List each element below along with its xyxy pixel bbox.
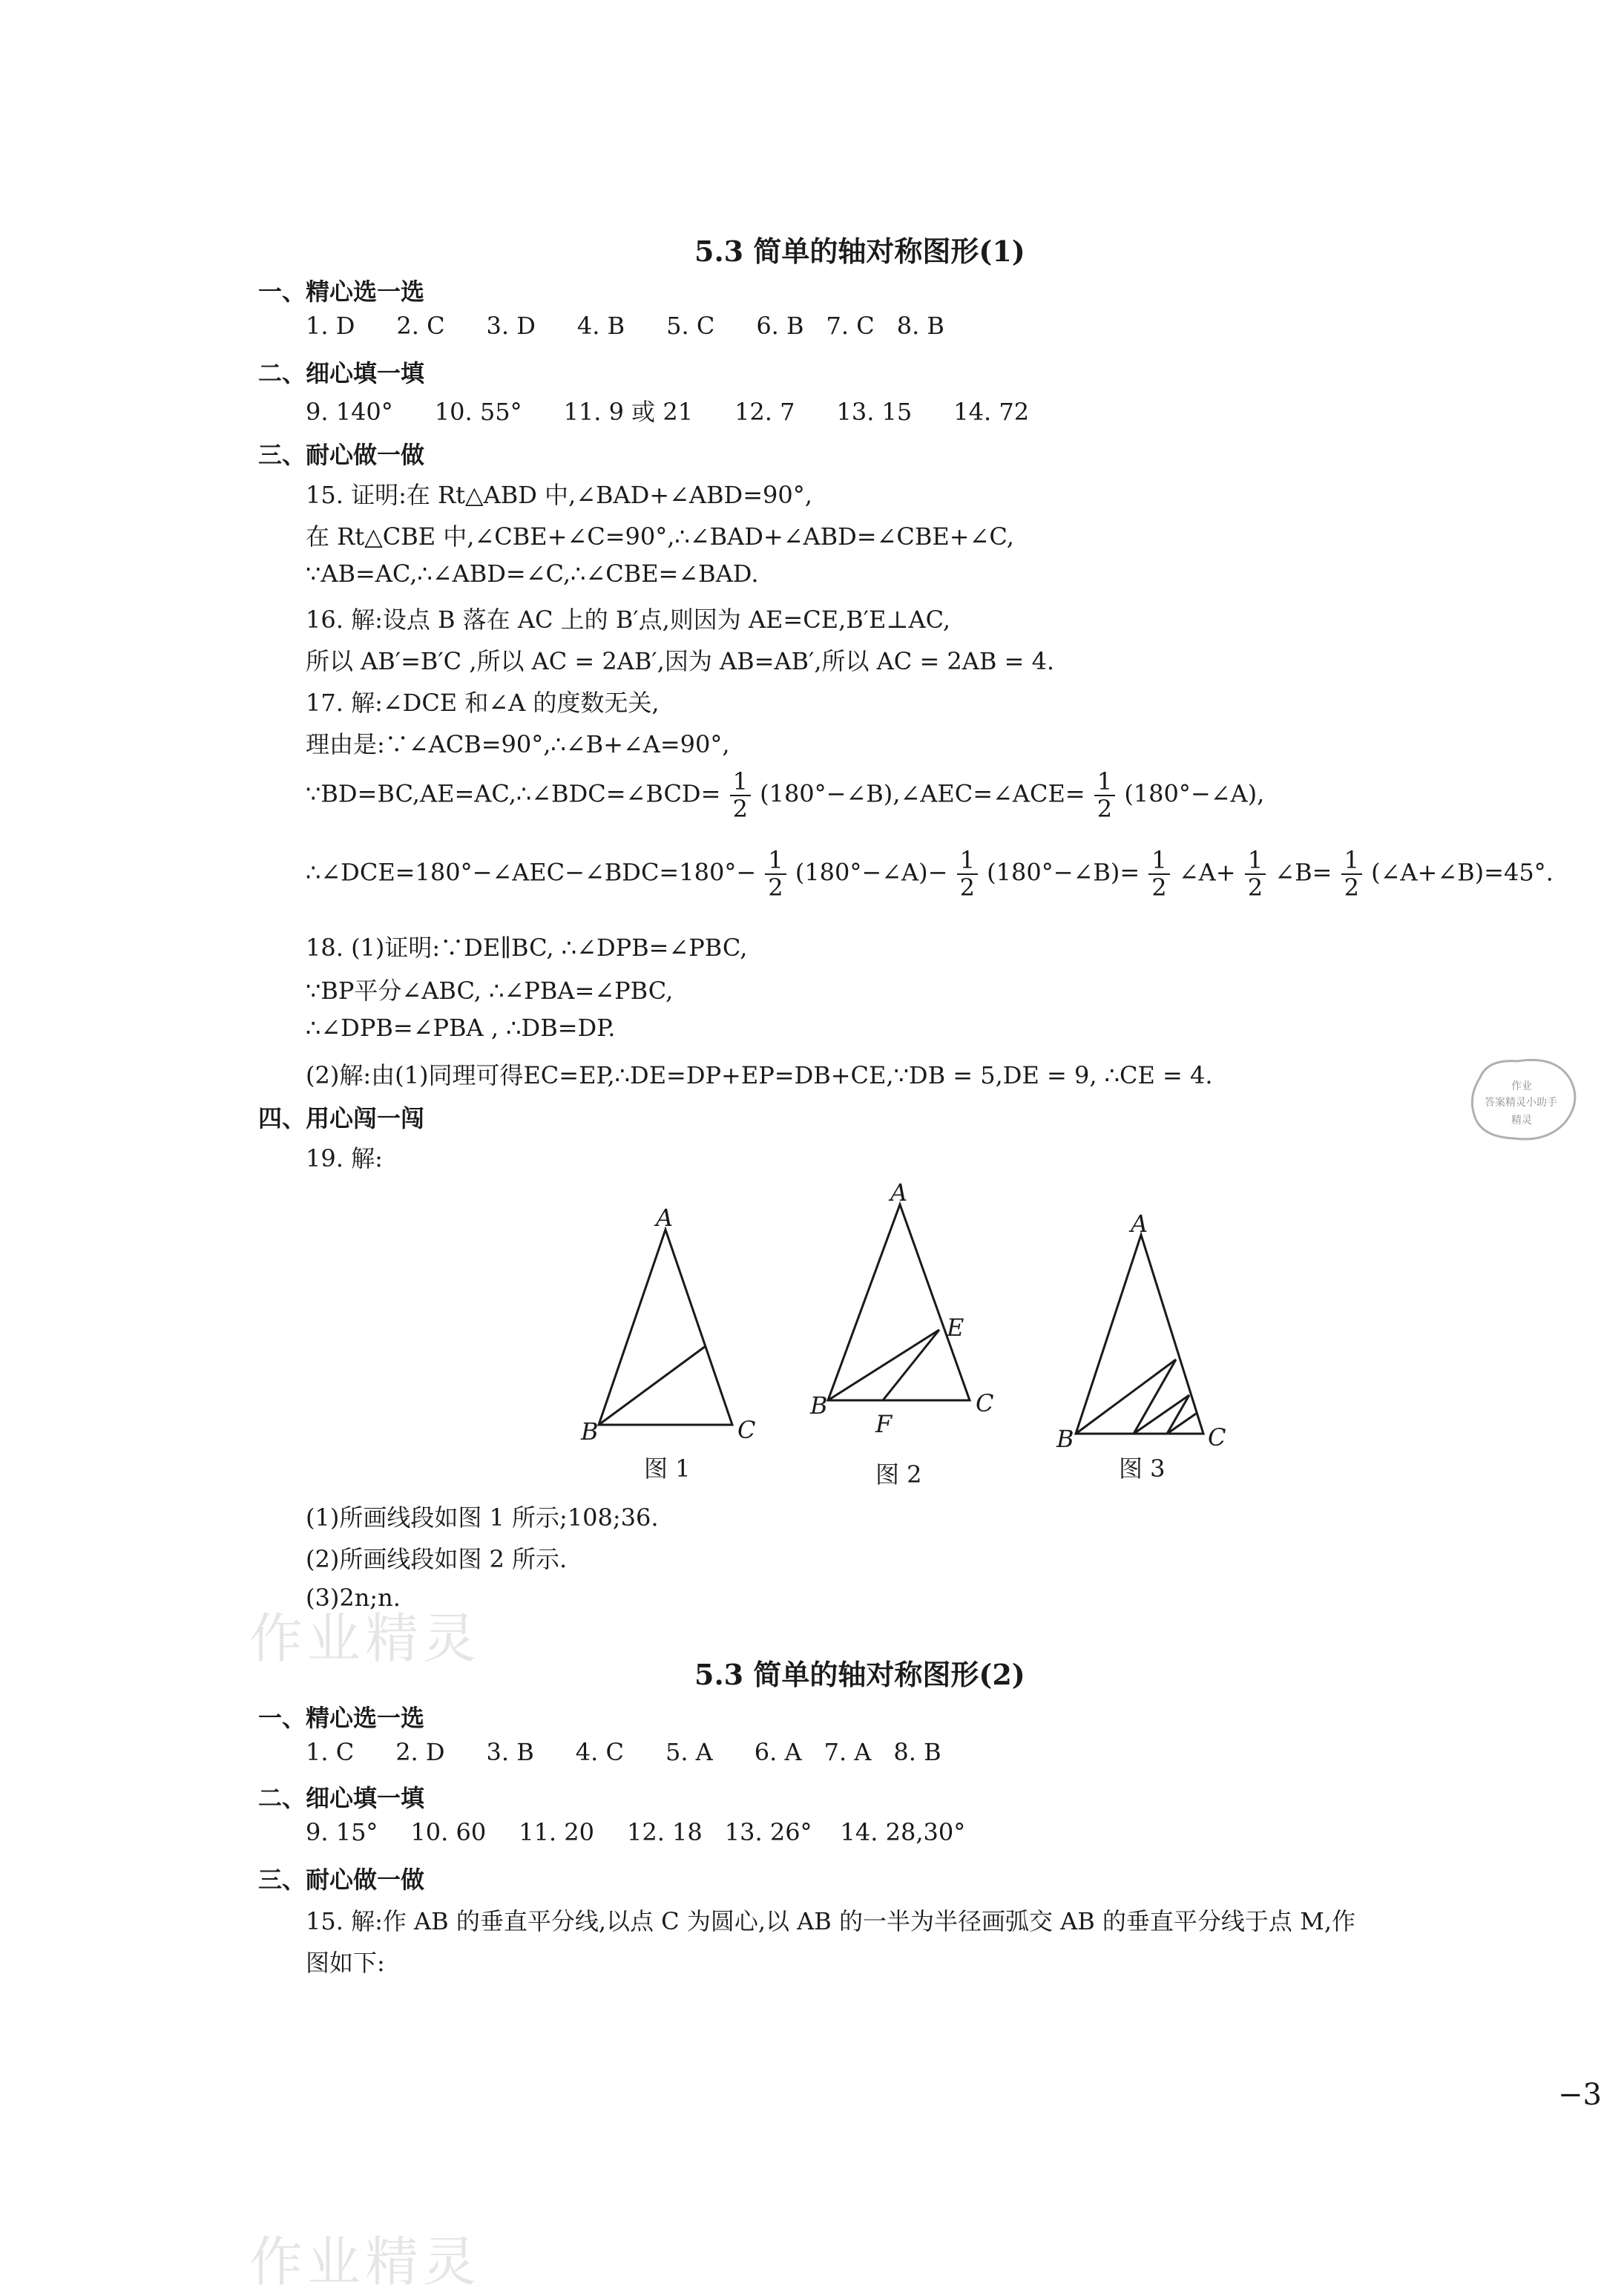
q15-line-3: ∵AB=AC,∴∠ABD=∠C,∴∠CBE=∠BAD.: [306, 560, 759, 588]
answer-item: 9. 15°: [306, 1818, 378, 1846]
s2-q15-line-2: 图如下:: [306, 1949, 385, 1977]
figure2-segment-fe: [883, 1330, 939, 1400]
q18-line-2: ∵BP平分∠ABC, ∴∠PBA=∠PBC,: [306, 977, 674, 1005]
stamp-text-top: 作业: [1511, 1080, 1532, 1092]
answer-item: 5. C: [666, 312, 715, 340]
figure3-label-b: B: [1056, 1425, 1074, 1453]
answer-item: 2. D: [395, 1738, 445, 1766]
answer-item: 4. B: [576, 312, 625, 340]
figure1-triangle: [599, 1230, 732, 1425]
page-number: −3: [1558, 2078, 1602, 2112]
answer-item: 12. 7: [734, 398, 795, 426]
watermark: 作业精灵: [249, 1607, 481, 1670]
figure3-segment-3: [1134, 1395, 1189, 1434]
section2-title: 5.3 简单的轴对称图形(2): [694, 1658, 1025, 1691]
figure2-label-f: F: [875, 1410, 893, 1438]
q16-line-2: 所以 AB′=B′C ,所以 AC = 2AB′,因为 AB=AB′,所以 AC = 2AB = 4.: [306, 647, 1055, 675]
figure2-label-c: C: [976, 1389, 994, 1417]
q19-answer-3: (3)2n;n.: [306, 1584, 401, 1612]
q19-answer-1: (1)所画线段如图 1 所示;108;36.: [306, 1503, 659, 1532]
figure1-label-b: B: [581, 1417, 599, 1446]
fraction-half: $\frac{1}{2}$: [1094, 769, 1115, 822]
answer-item: 7. C: [826, 312, 875, 340]
stamp-text-middle: 答案精灵小助手: [1485, 1097, 1557, 1109]
figure3-label-c: C: [1208, 1423, 1226, 1452]
figure2-caption: 图 2: [875, 1460, 922, 1489]
answer-item: 6. B: [756, 312, 804, 340]
q18-line-4: (2)解:由(1)同理可得EC=EP,∴DE=DP+EP=DB+CE,∵DB = 5,DE = 9, ∴CE = 4.: [306, 1061, 1213, 1089]
fraction-half: $\frac{1}{2}$: [765, 847, 786, 901]
figure2-segment-be: [828, 1330, 939, 1400]
section2-choice-answers: [306, 1738, 983, 1766]
section1-title: 5.3 简单的轴对称图形(1): [694, 234, 1025, 268]
q17-text: (180°−∠A)−: [795, 858, 948, 887]
answer-item: 8. B: [896, 312, 944, 340]
figure3-segment-2: [1134, 1359, 1176, 1434]
section2-heading-choice: 一、精心选一选: [258, 1704, 425, 1732]
figure1-segment: [599, 1346, 706, 1425]
figure3-caption: 图 3: [1119, 1454, 1166, 1483]
q18-line-3: ∴∠DPB=∠PBA , ∴DB=DP.: [306, 1014, 616, 1042]
figure1-label-c: C: [737, 1416, 756, 1444]
q17-text: (180°−∠A),: [1124, 779, 1265, 808]
answer-item: 10. 55°: [434, 398, 522, 426]
figure3-segment-1: [1076, 1359, 1176, 1434]
answer-item: 10. 60: [410, 1818, 487, 1846]
figure2-label-a: A: [890, 1178, 908, 1207]
q17-text: ∴∠DCE=180°−∠AEC−∠BDC=180°−: [306, 858, 757, 887]
answer-item: 13. 26°: [724, 1818, 812, 1846]
stamp-text-bottom: 精灵: [1511, 1115, 1532, 1126]
q17-text: ∵BD=BC,AE=AC,∴∠BDC=∠BCD=: [306, 779, 721, 808]
fraction-half: $\frac{1}{2}$: [1148, 847, 1169, 901]
answer-item: 11. 9 或 21: [563, 398, 694, 426]
q17-text: (180°−∠B)=: [987, 858, 1140, 887]
fraction-half: $\frac{1}{2}$: [1341, 847, 1362, 901]
answer-item: 1. D: [306, 312, 355, 340]
answer-item: 5. A: [665, 1738, 713, 1766]
answer-item: 9. 140°: [306, 398, 393, 426]
q17-line-1: 17. 解:∠DCE 和∠A 的度数无关,: [306, 689, 660, 717]
q19-answer-2: (2)所画线段如图 2 所示.: [306, 1545, 568, 1573]
section2-heading-solve: 三、耐心做一做: [258, 1866, 425, 1894]
q18-line-1: 18. (1)证明:∵DE∥BC, ∴∠DPB=∠PBC,: [306, 934, 748, 962]
stamp-icon: [1465, 1055, 1584, 1144]
watermark: 作业精灵: [249, 2231, 481, 2293]
q17-text: (∠A+∠B)=45°.: [1371, 858, 1554, 887]
q17-text: (180°−∠B),∠AEC=∠ACE=: [760, 779, 1085, 808]
answer-item: 2. C: [396, 312, 445, 340]
q15-line-2: 在 Rt△CBE 中,∠CBE+∠C=90°,∴∠BAD+∠ABD=∠CBE+∠C,: [306, 522, 1014, 551]
figure2-label-b: B: [810, 1391, 828, 1420]
figure2-label-e: E: [947, 1313, 964, 1342]
section2-fill-answers: [306, 1818, 1007, 1846]
answer-item: 14. 28,30°: [840, 1818, 966, 1846]
figure2-triangle: [828, 1204, 970, 1400]
section2-heading-fill: 二、细心填一填: [258, 1784, 425, 1812]
fraction-half: $\frac{1}{2}$: [957, 847, 978, 901]
q17-text: ∠A+: [1178, 858, 1236, 887]
q15-line-1: 15. 证明:在 Rt△ABD 中,∠BAD+∠ABD=90°,: [306, 481, 812, 509]
answer-item: 7. A: [824, 1738, 872, 1766]
answer-item: 4. C: [575, 1738, 624, 1766]
s2-q15-line-1: 15. 解:作 AB 的垂直平分线,以点 C 为圆心,以 AB 的一半为半径画弧交 AB 的垂直平分线于点 M,作: [306, 1907, 1356, 1935]
q17-text: ∠B=: [1275, 858, 1332, 887]
figure3-label-a: A: [1131, 1210, 1148, 1238]
figure3-segment-5: [1167, 1414, 1196, 1434]
answer-item: 1. C: [306, 1738, 355, 1766]
answer-item: 13. 15: [836, 398, 913, 426]
figure3-segment-4: [1167, 1395, 1189, 1434]
q16-line-1: 16. 解:设点 B 落在 AC 上的 B′点,则因为 AE=CE,B′E⊥AC,: [306, 606, 951, 634]
answer-item: 3. B: [486, 1738, 534, 1766]
answer-item: 14. 72: [953, 398, 1030, 426]
section1-heading-challenge: 四、用心闯一闯: [258, 1104, 425, 1132]
q17-line-2: 理由是:∵∠ACB=90°,∴∠B+∠A=90°,: [306, 730, 730, 758]
answer-item: 12. 18: [626, 1818, 703, 1846]
section1-heading-choice: 一、精心选一选: [258, 278, 425, 306]
answer-item: 11. 20: [519, 1818, 594, 1846]
fraction-half: $\frac{1}{2}$: [730, 769, 751, 822]
answer-item: 6. A: [754, 1738, 802, 1766]
fraction-half: $\frac{1}{2}$: [1245, 847, 1266, 901]
answer-item: 3. D: [486, 312, 536, 340]
q19-line: 19. 解:: [306, 1144, 383, 1172]
section1-heading-fill: 二、细心填一填: [258, 359, 425, 387]
figure1-label-a: A: [656, 1204, 674, 1232]
figure1-caption: 图 1: [644, 1454, 691, 1483]
answer-item: 8. B: [893, 1738, 941, 1766]
section1-heading-solve: 三、耐心做一做: [258, 441, 425, 469]
